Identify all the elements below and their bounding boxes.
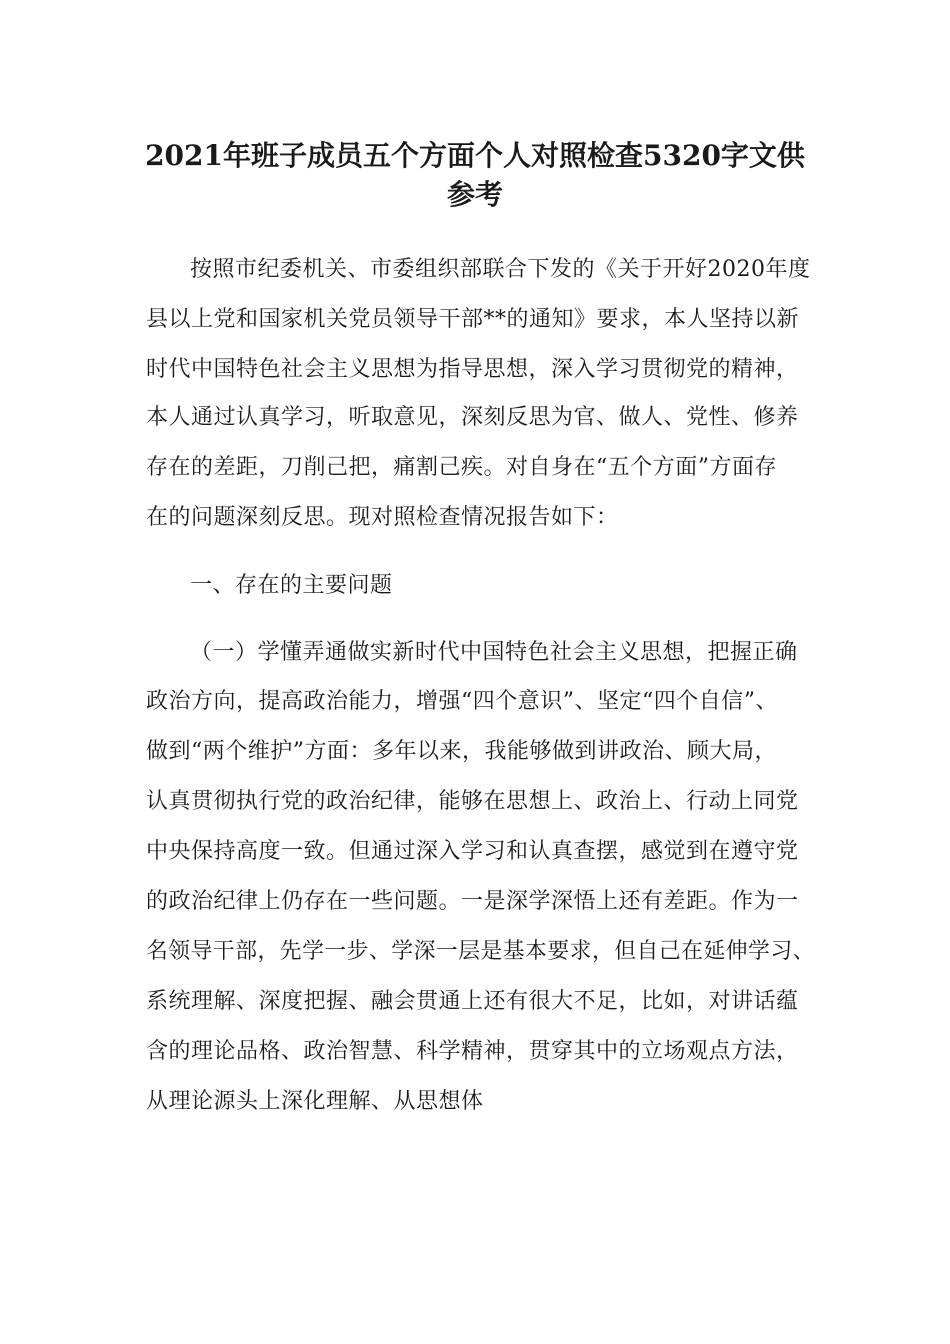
paragraph-line: 从理论源头上深化理解、从思想体 xyxy=(146,1089,484,1114)
paragraph-line: （一）学懂弄通做实新时代中国特色社会主义思想，把握正确 xyxy=(190,640,798,665)
paragraph-line: 的政治纪律上仍存在一些问题。一是深学深悟上还有差距。作为一 xyxy=(146,889,799,914)
document-title-continued: 参考 xyxy=(446,178,503,211)
paragraph-line: 时代中国特色社会主义思想为指导思想，深入学习贯彻党的精神， xyxy=(146,357,799,382)
paragraph-line: 系统理解、深度把握、融会贯通上还有很大不足，比如，对讲话蕴 xyxy=(146,989,799,1014)
document-title: 2021年班子成员五个方面个人对照检查5320字文供 xyxy=(145,139,805,172)
paragraph-line: 政治方向，提高政治能力，增强“四个意识”、坚定“四个自信”、 xyxy=(146,689,778,714)
paragraph-line: 按照市纪委机关、市委组织部联合下发的《关于开好2020年度 xyxy=(190,257,811,282)
paragraph-line: 做到“两个维护”方面：多年以来，我能够做到讲政治、顾大局， xyxy=(146,739,777,764)
section-heading: 一、存在的主要问题 xyxy=(190,573,393,598)
paragraph-line: 存在的差距，刀削己把，痛割己疾。对自身在“五个方面”方面存 xyxy=(146,455,777,480)
paragraph-line: 在的问题深刻反思。现对照检查情况报告如下： xyxy=(146,505,619,530)
paragraph-line: 含的理论品格、政治智慧、科学精神，贯穿其中的立场观点方法， xyxy=(146,1039,799,1064)
paragraph-line: 县以上党和国家机关党员领导干部**的通知》要求，本人坚持以新 xyxy=(146,307,800,332)
paragraph-line: 认真贯彻执行党的政治纪律，能够在思想上、政治上、行动上同党 xyxy=(146,789,799,814)
paragraph-line: 名领导干部，先学一步、学深一层是基本要求，但自己在延伸学习、 xyxy=(146,939,815,964)
paragraph-line: 本人通过认真学习，听取意见，深刻反思为官、做人、党性、修养 xyxy=(146,405,799,430)
paragraph-line: 中央保持高度一致。但通过深入学习和认真查摆，感觉到在遵守党 xyxy=(146,839,799,864)
